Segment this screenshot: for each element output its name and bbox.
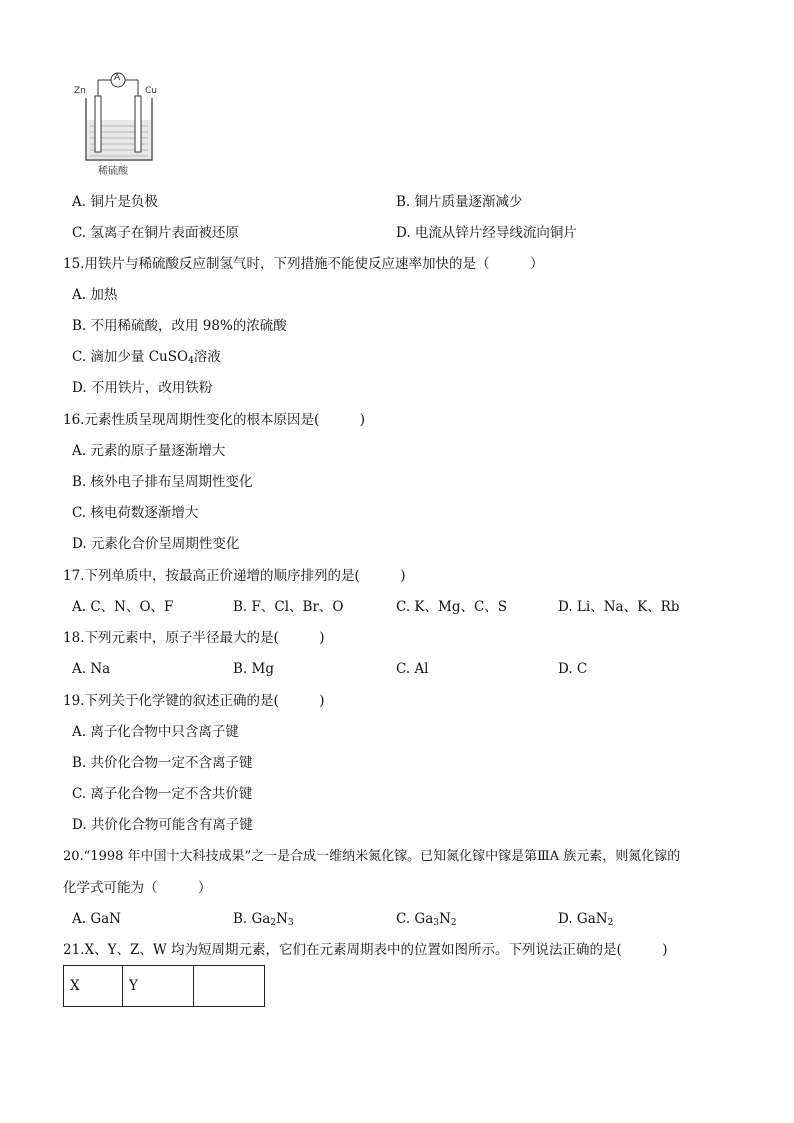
q20-option-b-sub2: 3 [287, 918, 294, 928]
q21-stem: 21.X、Y、Z、W 均为短周期元素，它们在元素周期表中的位置如图所示。下列说法正确的是( ) [63, 942, 668, 958]
q16-option-a: A. 元素的原子量逐渐增大 [72, 443, 226, 459]
q18-option-b: B. Mg [233, 661, 274, 677]
q18-option-c: C. Al [396, 661, 429, 677]
q15-stem: 15.用铁片与稀硫酸反应制氢气时，下列措施不能使反应速率加快的是（ ） [63, 256, 544, 272]
q20-option-c-mid: N [439, 911, 451, 927]
q14-option-a: A. 铜片是负极 [72, 194, 158, 210]
q19-option-b: B. 共价化合物一定不含离子键 [72, 755, 253, 771]
q20-option-c-text: C. Ga [396, 911, 434, 927]
q20-option-d-text: D. GaN [558, 911, 608, 927]
q17-option-c: C. K、Mg、C、S [396, 599, 508, 615]
q16-option-d: D. 元素化合价呈周期性变化 [72, 536, 240, 552]
q15-option-c-text: C. 滴加少量 CuSO [72, 349, 189, 365]
q18-stem: 18.下列元素中，原子半径最大的是( ) [63, 630, 325, 646]
q20-option-c [396, 910, 457, 928]
periodic-table-fragment [63, 965, 265, 1007]
q15-option-c [72, 348, 221, 366]
q14-option-d: D. 电流从锌片经导线流向铜片 [396, 225, 577, 241]
q18-option-a: A. Na [72, 661, 111, 677]
q15-option-d: D. 不用铁片，改用铁粉 [72, 380, 213, 396]
q16-option-b: B. 核外电子排布呈周期性变化 [72, 474, 253, 490]
q16-stem: 16.元素性质呈现周期性变化的根本原因是( ) [63, 412, 366, 428]
q14-option-b: B. 铜片质量逐渐减少 [396, 194, 523, 210]
q20-option-b-sub1: 2 [270, 918, 277, 928]
q20-option-b-text: B. Ga [233, 911, 271, 927]
q20-stem-line1: 20.“1998 年中国十大科技成果”之一是合成一维纳米氮化镓。已知氮化镓中镓是第ⅢA 族元素，则氮化镓的 [63, 849, 681, 864]
diagram-caption: 稀硫酸 [98, 166, 128, 177]
q20-option-c-sub2: 2 [450, 918, 457, 928]
ammeter-label: A [114, 73, 121, 83]
q20-option-d-sub1: 2 [607, 918, 614, 928]
q17-option-a: A. C、N、O、F [72, 599, 174, 615]
q19-option-c: C. 离子化合物一定不含共价键 [72, 786, 253, 802]
q19-stem: 19.下列关于化学键的叙述正确的是( ) [63, 693, 325, 709]
q20-option-a: A. GaN [72, 911, 121, 927]
periodic-table-row [64, 966, 265, 1007]
table-cell-x: X [64, 966, 123, 1007]
table-cell-empty [194, 966, 265, 1007]
q20-stem-line2: 化学式可能为（ ） [63, 880, 212, 896]
q15-option-c-tail: 溶液 [193, 349, 221, 365]
q18-option-d: D. C [558, 661, 588, 677]
table-cell-y: Y [123, 966, 194, 1007]
q17-option-d: D. Li、Na、K、Rb [558, 599, 680, 615]
q14-option-c: C. 氢离子在铜片表面被还原 [72, 225, 239, 241]
q17-option-b: B. F、Cl、Br、O [233, 599, 344, 615]
q20-option-c-sub1: 3 [433, 918, 439, 928]
q15-option-c-subscript: 4 [188, 356, 194, 366]
q19-option-a: A. 离子化合物中只含离子键 [72, 724, 239, 740]
q20-option-b [233, 910, 294, 928]
q20-option-d [558, 910, 613, 928]
q16-option-c: C. 核电荷数逐渐增大 [72, 505, 199, 521]
zinc-electrode-label: Zn [74, 86, 86, 96]
q15-option-b: B. 不用稀硫酸，改用 98%的浓硫酸 [72, 318, 287, 334]
q19-option-d: D. 共价化合物可能含有离子键 [72, 817, 253, 833]
galvanic-cell-diagram [70, 68, 170, 178]
copper-electrode-label: Cu [145, 86, 157, 96]
q15-option-a: A. 加热 [72, 287, 118, 303]
q17-stem: 17.下列单质中，按最高正价递增的顺序排列的是( ) [63, 568, 406, 584]
q20-option-b-mid: N [276, 911, 288, 927]
